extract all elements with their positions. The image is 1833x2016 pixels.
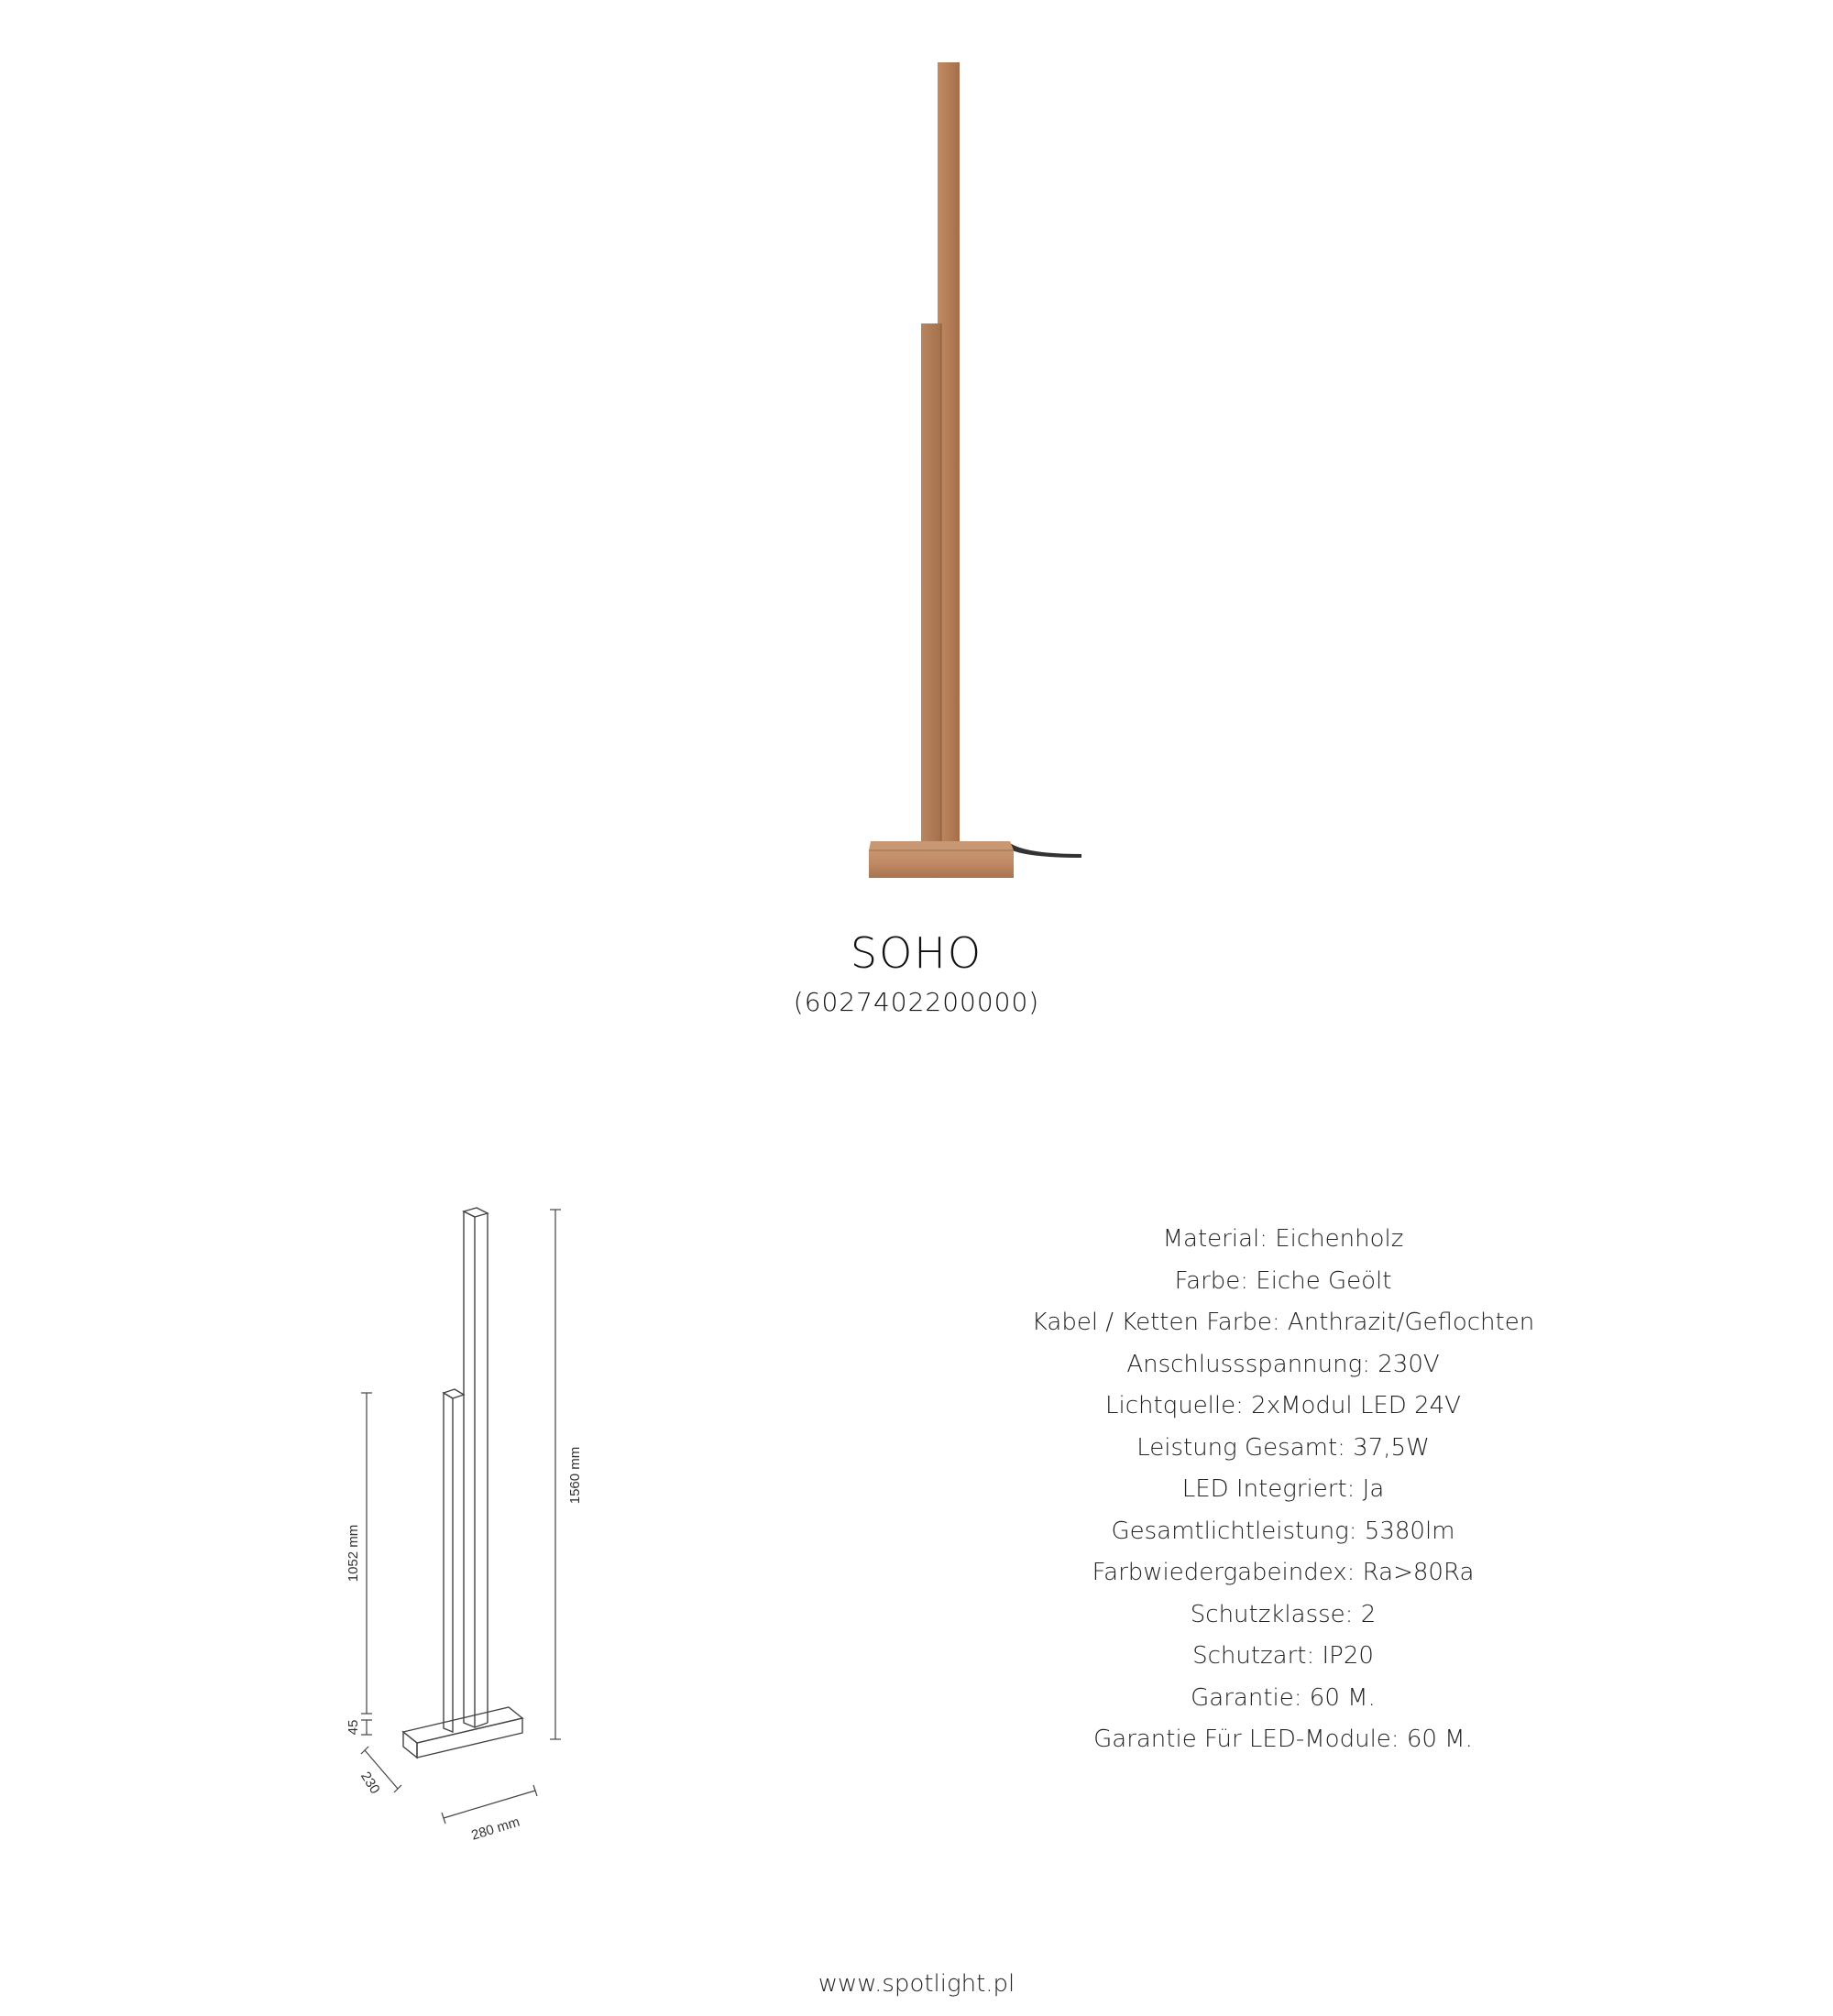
product-photo xyxy=(807,46,1100,889)
spec-item: Kabel / Ketten Farbe: Anthrazit/Geflochten xyxy=(1031,1309,1535,1336)
product-code: (6027402200000) xyxy=(793,987,1040,1017)
spec-item: Garantie: 60 M. xyxy=(1191,1683,1376,1712)
lamp-base-top xyxy=(869,841,1014,850)
spec-item: Material: Eichenholz xyxy=(1162,1225,1404,1253)
lamp-short-column xyxy=(921,323,941,878)
spec-item: Garantie Für LED-Module: 60 M. xyxy=(1093,1726,1473,1753)
spec-item: Leistung Gesamt: 37,5W xyxy=(1136,1433,1430,1462)
dimension-drawing xyxy=(330,1191,605,1851)
drawing-tall-column xyxy=(464,1211,475,1727)
footer-url[interactable]: www.spotlight.pl xyxy=(818,1970,1015,1998)
lamp-base xyxy=(869,850,1014,878)
title-block xyxy=(0,926,1833,1021)
dim-total-height: 1560 mm xyxy=(567,1446,583,1505)
spec-item: Schutzklasse: 2 xyxy=(1190,1600,1377,1628)
spec-item: Lichtquelle: 2xModul LED 24V xyxy=(1105,1392,1461,1419)
dim-base-height: 45 xyxy=(346,1719,361,1736)
product-name: SOHO xyxy=(850,928,983,978)
dim-base-width: 280 mm xyxy=(469,1813,522,1844)
spec-item: Farbe: Eiche Geölt xyxy=(1174,1266,1392,1295)
spec-item: Schutzart: IP20 xyxy=(1192,1642,1374,1670)
dim-base-depth: 230 xyxy=(357,1769,383,1797)
spec-item: Gesamtlichtleistung: 5380lm xyxy=(1111,1517,1455,1545)
spec-item: LED Integriert: Ja xyxy=(1181,1475,1385,1503)
lamp-cable xyxy=(1008,843,1081,858)
drawing-short-column xyxy=(444,1393,453,1732)
spec-list xyxy=(1008,1219,1558,1761)
spec-item: Farbwiedergabeindex: Ra>80Ra xyxy=(1092,1559,1475,1586)
spec-item: Anschlussspannung: 230V xyxy=(1126,1350,1440,1378)
dim-short-height: 1052 mm xyxy=(346,1524,361,1583)
